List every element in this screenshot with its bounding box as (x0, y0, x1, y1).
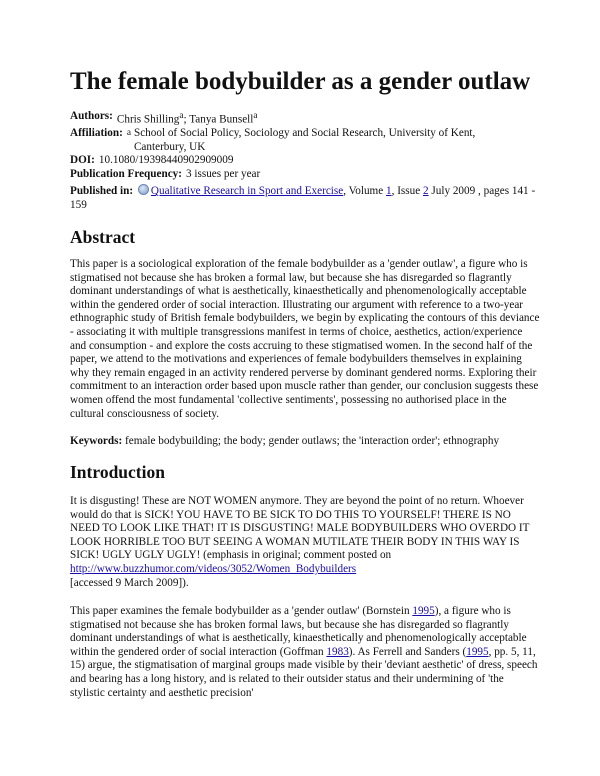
journal-link[interactable]: Qualitative Research in Sport and Exercise (150, 185, 344, 198)
date-pages: July 2009 , pages 141 - 159 (70, 185, 536, 211)
author-1: Chris Shilling (116, 113, 180, 126)
p2-part-a: This paper examines the female bodybuilder as a 'gender outlaw' (Bornstein (70, 605, 413, 617)
ref-bornstein-1995[interactable]: 1995 (412, 605, 435, 617)
authors-row (70, 110, 540, 127)
quote-link[interactable]: http://www.buzzhumor.com/videos/3052/Women_Bodybuilders (70, 562, 357, 575)
published-in-row (70, 184, 540, 212)
quote-text: It is disgusting! These are NOT WOMEN anymore. They are beyond the point of no return. Whoever would do that is SICK! YOU HAVE TO BE SICK TO DO THIS TO YOURSELF! THERE IS NO NEED TO LOOK LIKE THAT! IT IS DISGUSTING! MALE BODYBUILDERS WHO OVERDO IT LOOK HORRIBLE TOO BUT SEEING A WOMAN MUTILATE THEIR BODY IN THIS WAY IS SICK! UGLY UGLY UGLY! (emphasis in original; comment posted on (70, 495, 530, 562)
introduction-heading: Introduction (70, 462, 165, 482)
ref-ferrell-1995[interactable]: 1995 (466, 645, 489, 658)
p2-part-c: ). As Ferrell and Sanders ( (348, 645, 467, 658)
ref-goffman-1983[interactable]: 1983 (326, 645, 349, 658)
frequency-label: Publication Frequency: (70, 167, 182, 180)
keywords-value: female bodybuilding; the body; gender outlaws; the 'interaction order'; ethnography (125, 435, 500, 447)
p2-part-d: , pp. 5, 11, 15) argue, the stigmatisation of marginal groups made visible by their 'deviant aesthetic' of dress, speech and bearing has a long history, and is related to their outsider status and their undermining of 'the stylistic certainty and aesthetic precision' (70, 645, 538, 699)
intro-paragraph-2 (70, 605, 540, 700)
affiliation-label: Affiliation: (70, 127, 123, 140)
issue-link[interactable]: 2 (423, 185, 429, 198)
p2-part-b: ), a figure who is stigmatised not because she has broken formal laws, but because she has disregarded so flagrantly dominant understandings of what is aesthetically, kinaesthetically and phenomenologically acceptable within the gendered order of social interaction (Goffman (70, 605, 527, 658)
paper-title: The female bodybuilder as a gender outlaw (70, 68, 531, 95)
authors-label: Authors: (70, 110, 113, 122)
affiliation-value: School of Social Policy, Sociology and Social Research, University of Kent, Canterbury, UK (133, 127, 476, 153)
abstract-heading: Abstract (70, 227, 136, 247)
affiliation-row (70, 127, 540, 154)
doi-row (70, 154, 540, 168)
abstract-text: This paper is a sociological exploration of the female bodybuilder as a 'gender outlaw', a figure who is stigmatised not because she has broken a formal law, but because she has disregarded so flagrantly dominant understandings of what is aesthetically, kinaesthetically and phenomenologically acceptable within the gendered order of social interaction. Illustrating our argument with reference to a two-year ethnographic study of British female bodybuilders, we begin by explicating the contours of this deviance - associating it with multiple transgressions manifest in terms of choice, aesthetics, action/experience and consumption - and explore the costs accruing to these stigmatised women. In the second half of the paper, we attend to the motivations and experiences of female bodybuilders themselves in explaining why they remain engaged in an activity rendered perverse by dominant gendered norms. Exploring their commitment to an interaction order based upon muscle rather than gender, our conclusion suggests these women offend the most fundamental 'collective sentiments', possessing no authorised place in the cultural consciousness of society. (70, 258, 540, 420)
author-2-sup: a (253, 111, 258, 121)
volume-prefix: , Volume (343, 185, 387, 198)
authors-value (117, 110, 258, 127)
keywords-label: Keywords: (70, 435, 123, 447)
frequency-row (70, 168, 540, 182)
author-1-sup: a (179, 111, 184, 121)
doi-value: 10.1080/19398440902909009 (98, 154, 234, 167)
intro-quote (70, 495, 540, 590)
journal-icon[interactable] (138, 184, 149, 195)
doi-label: DOI: (70, 154, 95, 167)
quote-end: [accessed 9 March 2009]). (70, 576, 189, 589)
article-metadata (70, 110, 540, 212)
volume-link[interactable]: 1 (386, 185, 392, 198)
affiliation-sup: a (126, 128, 131, 139)
published-label: Published in: (70, 185, 134, 198)
keywords-row (70, 435, 540, 449)
frequency-value: 3 issues per year (185, 167, 261, 180)
issue-prefix: , Issue (391, 185, 423, 198)
author-2: ; Tanya Bunsell (183, 113, 254, 126)
